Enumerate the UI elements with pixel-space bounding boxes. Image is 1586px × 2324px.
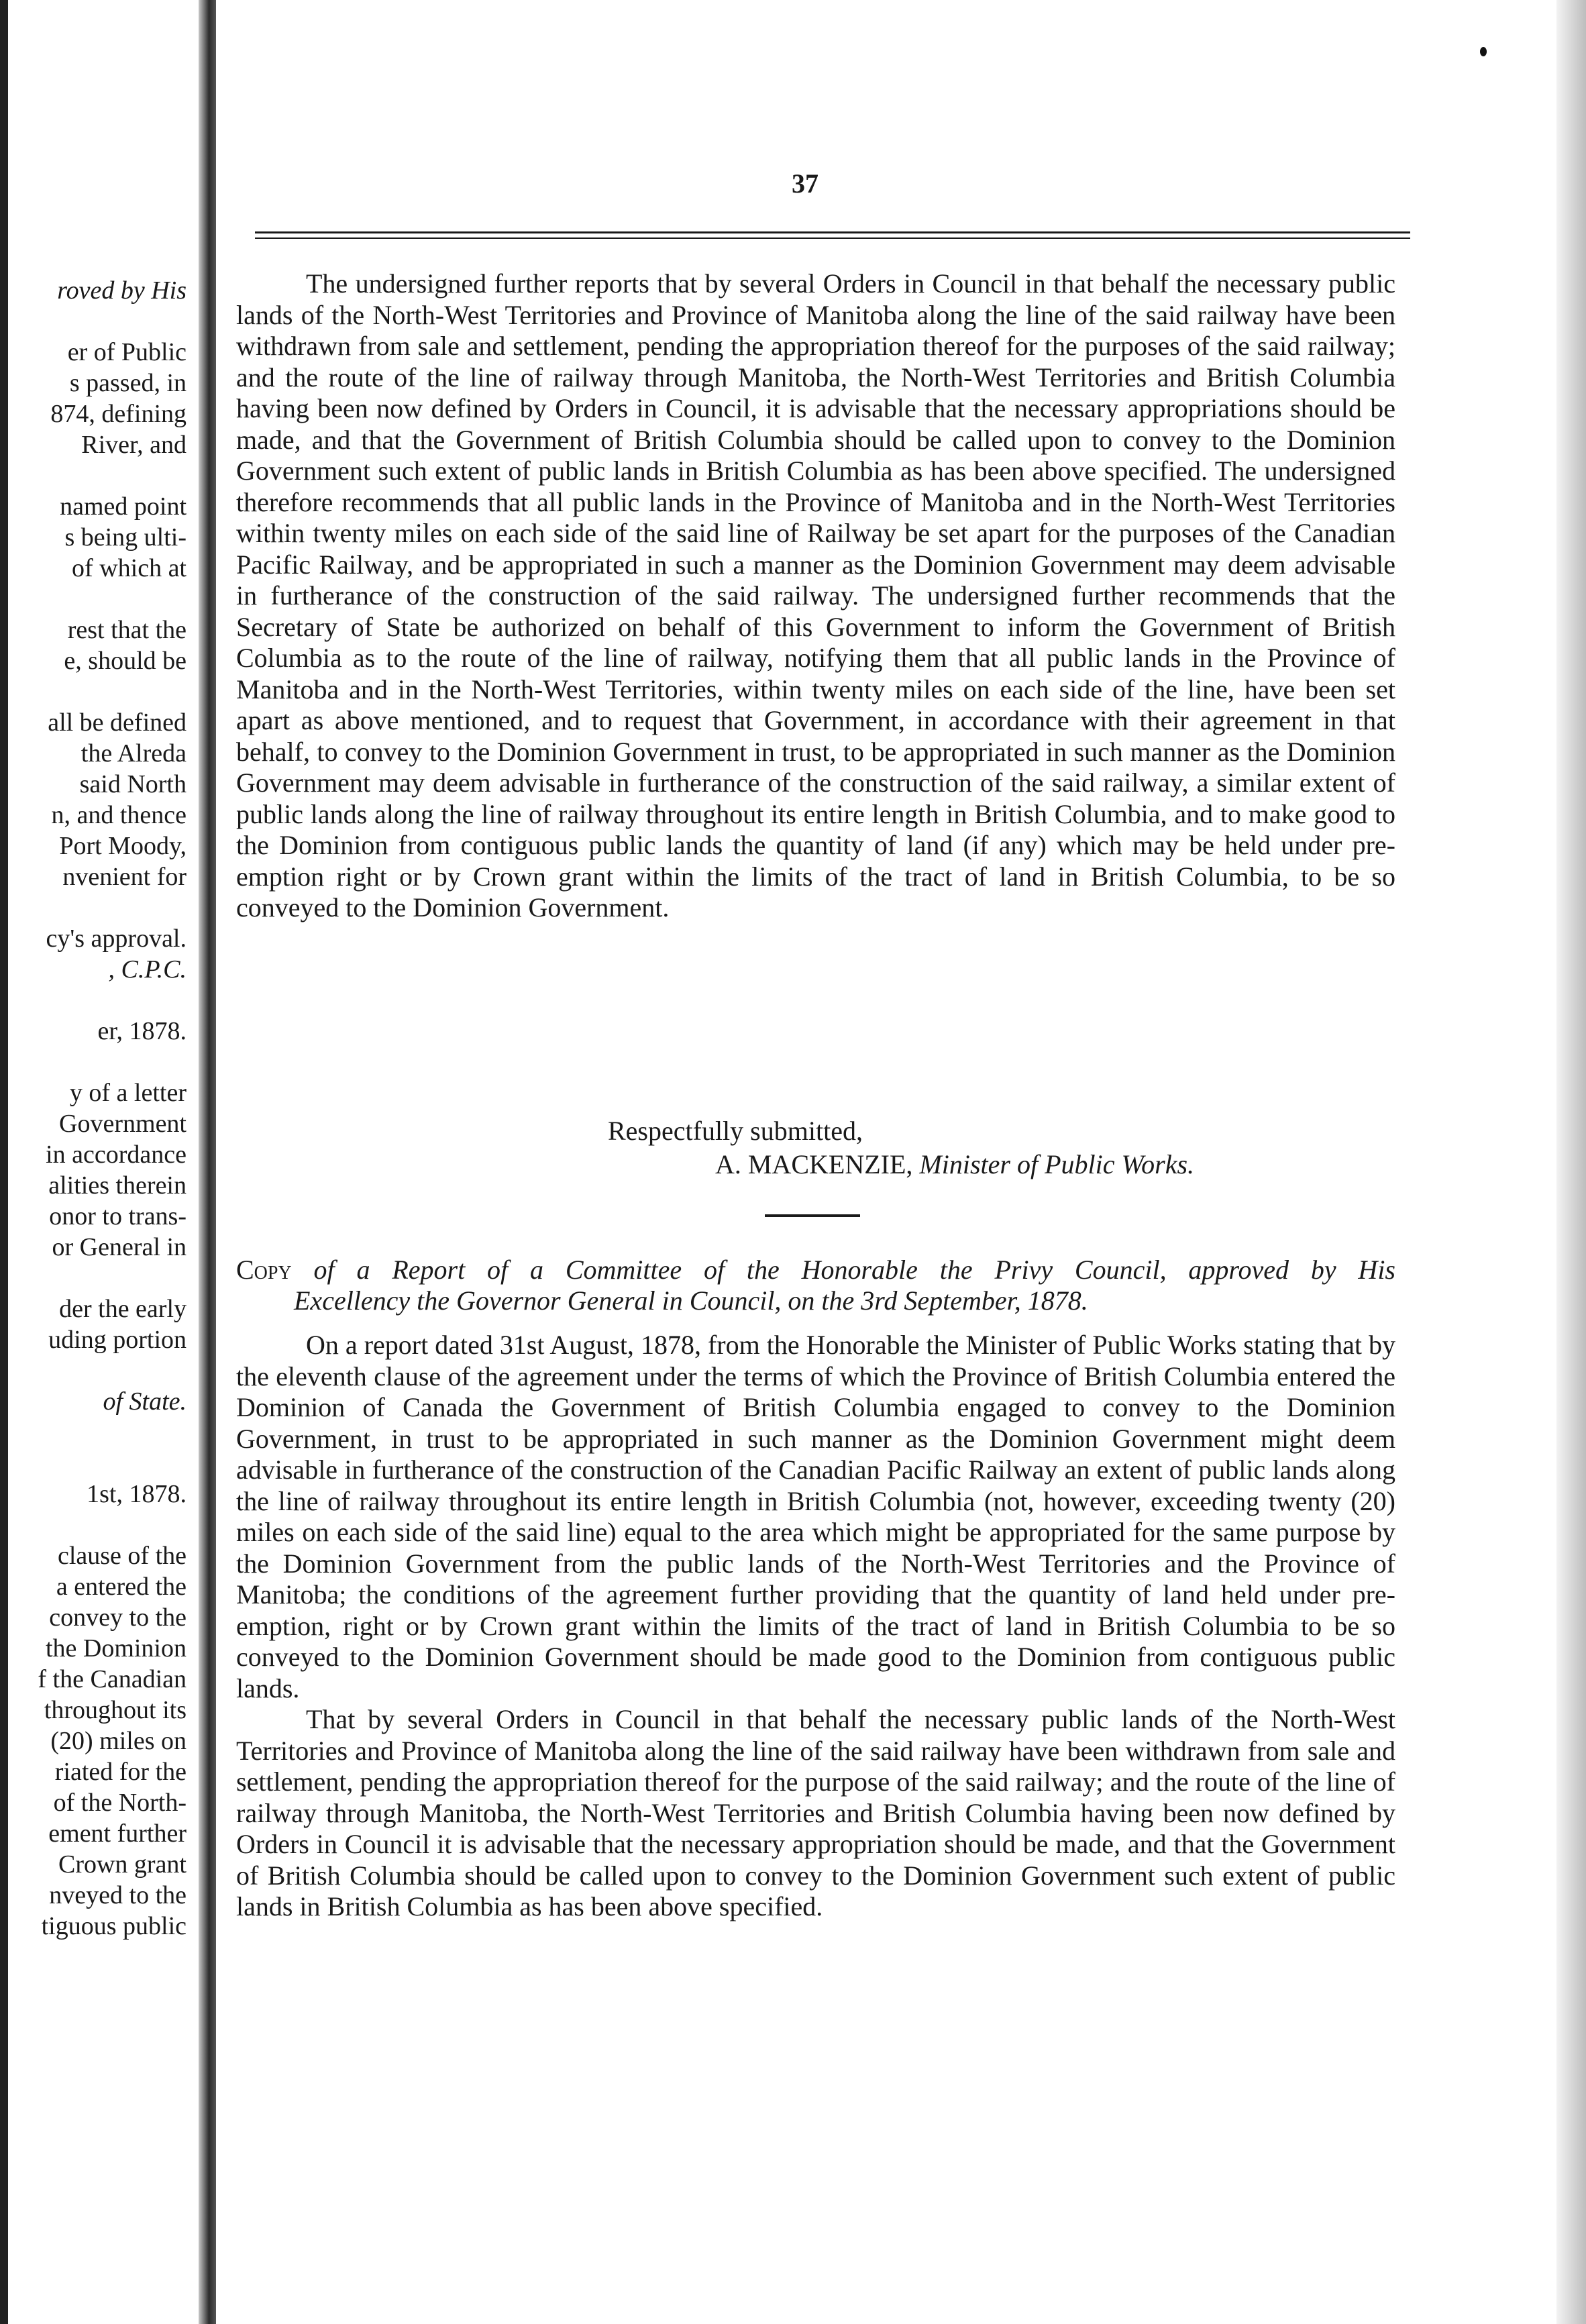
body-paragraph-1: On a report dated 31st August, 1878, from the Honorable the Minister of Public Works stating that by the eleventh clause of the agreement under the terms of which the Province of British Columbia entered the Dominion of Canada the Government of British Columbia engaged to convey to the Dominion Government, in trust to be appropriated in such manner as the Dominion Government might deem advisable in furtherance of the construction of the Canadian Pacific Railway an extent of public lands along the line of railway throughout its entire length in British Columbia (not, however, exceeding twenty (20) miles on each side of the said line) equal to the area which might be appropriated for the same purpose by the Dominion Government from the public lands of the North-West Territories and the Province of Manitoba; the conditions of the agreement further providing that the quantity of land held under pre-emption, right or by Crown grant within the limits of the tract of land in British Columbia to be so conveyed to the Dominion Government should be made good to the Dominion from contiguous public lands.: [236, 1330, 1395, 1703]
left-page-line: named point: [60, 492, 187, 521]
left-page-line: of State.: [103, 1387, 187, 1416]
left-page-line: [0, 1510, 187, 1540]
left-page-line: 1st, 1878.: [87, 1480, 187, 1508]
left-page-text-column: [0, 275, 187, 1942]
header-rule-bottom: [255, 237, 1410, 239]
heading-line-2: Excellency the Governor General in Council, on the 3rd September, 1878.: [294, 1285, 1088, 1316]
left-page-line: the Alreda: [81, 739, 187, 768]
left-page-line: [0, 985, 187, 1016]
left-page-line: [0, 460, 187, 491]
left-page-line: of the North-: [53, 1789, 187, 1817]
left-page-line: s passed, in: [69, 369, 187, 397]
left-page-line: alities therein: [48, 1171, 187, 1200]
left-page-line: [0, 1417, 187, 1448]
left-page-line: (20) miles on: [50, 1727, 187, 1755]
left-page-line: Port Moody,: [59, 832, 187, 860]
left-page-line: e, should be: [64, 647, 187, 675]
left-page-line: der the early: [59, 1295, 187, 1323]
left-page-line: y of a letter: [69, 1079, 187, 1107]
left-page-line: [0, 306, 187, 337]
left-page-line: f the Canadian: [38, 1665, 187, 1693]
right-page-edge: [1556, 0, 1586, 2324]
left-page-line: [0, 1263, 187, 1293]
left-page-line: Government: [59, 1110, 187, 1138]
left-page-line: cy's approval.: [46, 925, 187, 953]
page-number: 37: [792, 168, 818, 199]
left-page-line: a entered the: [56, 1573, 187, 1601]
left-page-line: [0, 892, 187, 923]
section-divider: [765, 1214, 860, 1217]
left-page-line: er, 1878.: [97, 1017, 187, 1045]
left-page-line: ement further: [48, 1819, 187, 1848]
heading-prefix: Copy: [236, 1255, 292, 1285]
signature-title: Minister of Public Works.: [919, 1149, 1195, 1179]
page-gutter-shadow: [199, 0, 216, 2324]
report-paragraph: The undersigned further reports that by several Orders in Council in that behalf the necessary public lands of the North-West Territories and Province of Manitoba along the line of the said railway have been withdrawn from sale and settlement, pending the appropriation thereof for the purposes of the said railway; and the route of the line of railway through Manitoba, the North-West Territories and British Columbia having been now defined by Orders in Council, it is advisable that the necessary appropriations should be made, and that the Government of British Columbia should be called upon to convey to the Dominion Government such extent of public lands in British Columbia as has been above specified. The undersigned therefore recommends that all public lands in the Province of Manitoba and in the North-West Territories within twenty miles on each side of the said line of Railway be set apart for the purposes of the Canadian Pacific Railway, and be appropriated in such a manner as the Dominion Government may deem advisable in furtherance of the construction of the said railway. The undersigned further recommends that the Secretary of State be authorized on behalf of this Government to inform the Government of British Columbia as to the route of the line of railway, notifying them that all public lands in the Province of Manitoba and in the North-West Territories, within twenty miles on each side of the line, have been set apart as above mentioned, and to request that Government, in accordance with their agreement in that behalf, to convey to the Dominion Government in trust, to be appropriated in such manner as the Dominion Government may deem advisable in furtherance of the construction of the said railway, a similar extent of public lands along the line of railway throughout its entire length in British Columbia, and to make good to the Dominion from contiguous public lands the quantity of land (if any) which may be held under pre-emption right or by Crown grant within the limits of the tract of land in British Columbia, to be so conveyed to the Dominion Government.: [236, 268, 1395, 922]
left-page-line: , C.P.C.: [108, 955, 187, 984]
left-page-line: in accordance: [46, 1141, 187, 1169]
ink-speck: [1480, 47, 1487, 56]
left-page-line: riated for the: [54, 1758, 187, 1786]
signature-block: [715, 1149, 1194, 1180]
committee-report-body: [236, 1330, 1395, 1923]
left-page-line: 874, defining: [50, 400, 187, 428]
left-page-line: Crown grant: [58, 1850, 187, 1879]
left-page-fragment: [0, 0, 216, 2324]
left-page-line: onor to trans-: [49, 1202, 187, 1230]
left-page-line: [0, 1448, 187, 1479]
left-page-line: throughout its: [44, 1696, 187, 1724]
body-paragraph-2: That by several Orders in Council in that behalf the necessary public lands of the North-West Territories and Province of Manitoba along the line of the said railway have been withdrawn from sale and settlement, pending the appropriation thereof for the purpose of the said railway; and the route of the line of railway through Manitoba, the North-West Territories and British Columbia having been now defined by Orders in Council it is advisable that the necessary appropriation should be made, and that the Government of British Columbia should be called upon to convey to the Dominion Government such extent of public lands in British Columbia as has been above specified.: [236, 1704, 1395, 1921]
left-page-line: River, and: [81, 431, 187, 459]
left-page-line: uding portion: [48, 1326, 187, 1354]
left-page-line: or General in: [52, 1233, 187, 1261]
left-page-line: s being ulti-: [64, 523, 187, 551]
left-page-line: all be defined: [48, 708, 187, 737]
header-rule-top: [255, 231, 1410, 233]
report-heading: [236, 1255, 1395, 1316]
signature-closing: Respectfully submitted,: [608, 1116, 863, 1146]
left-page-line: roved by His: [57, 276, 187, 305]
signature-name: A. MACKENZIE,: [715, 1149, 913, 1179]
left-page-line: rest that the: [67, 616, 187, 644]
left-page-line: [0, 1047, 187, 1077]
left-page-line: er of Public: [67, 338, 187, 366]
left-page-line: [0, 584, 187, 615]
left-page-line: [0, 676, 187, 707]
left-page-line: tiguous public: [41, 1912, 187, 1940]
left-page-line: convey to the: [49, 1603, 187, 1632]
heading-line-1-text: of a Report of a Committee of the Honorable the Privy Council, approved by His: [313, 1255, 1395, 1285]
left-page-line: said North: [79, 770, 187, 798]
left-page-line: of which at: [72, 554, 187, 582]
heading-line-1: [236, 1255, 1395, 1285]
left-page-line: the Dominion: [45, 1634, 187, 1662]
left-page-line: nvenient for: [62, 863, 187, 891]
left-page-line: [0, 1355, 187, 1386]
left-page-line: clause of the: [57, 1542, 187, 1570]
left-page-line: nveyed to the: [49, 1881, 187, 1909]
report-text: [236, 268, 1395, 924]
left-page-line: n, and thence: [51, 801, 187, 829]
